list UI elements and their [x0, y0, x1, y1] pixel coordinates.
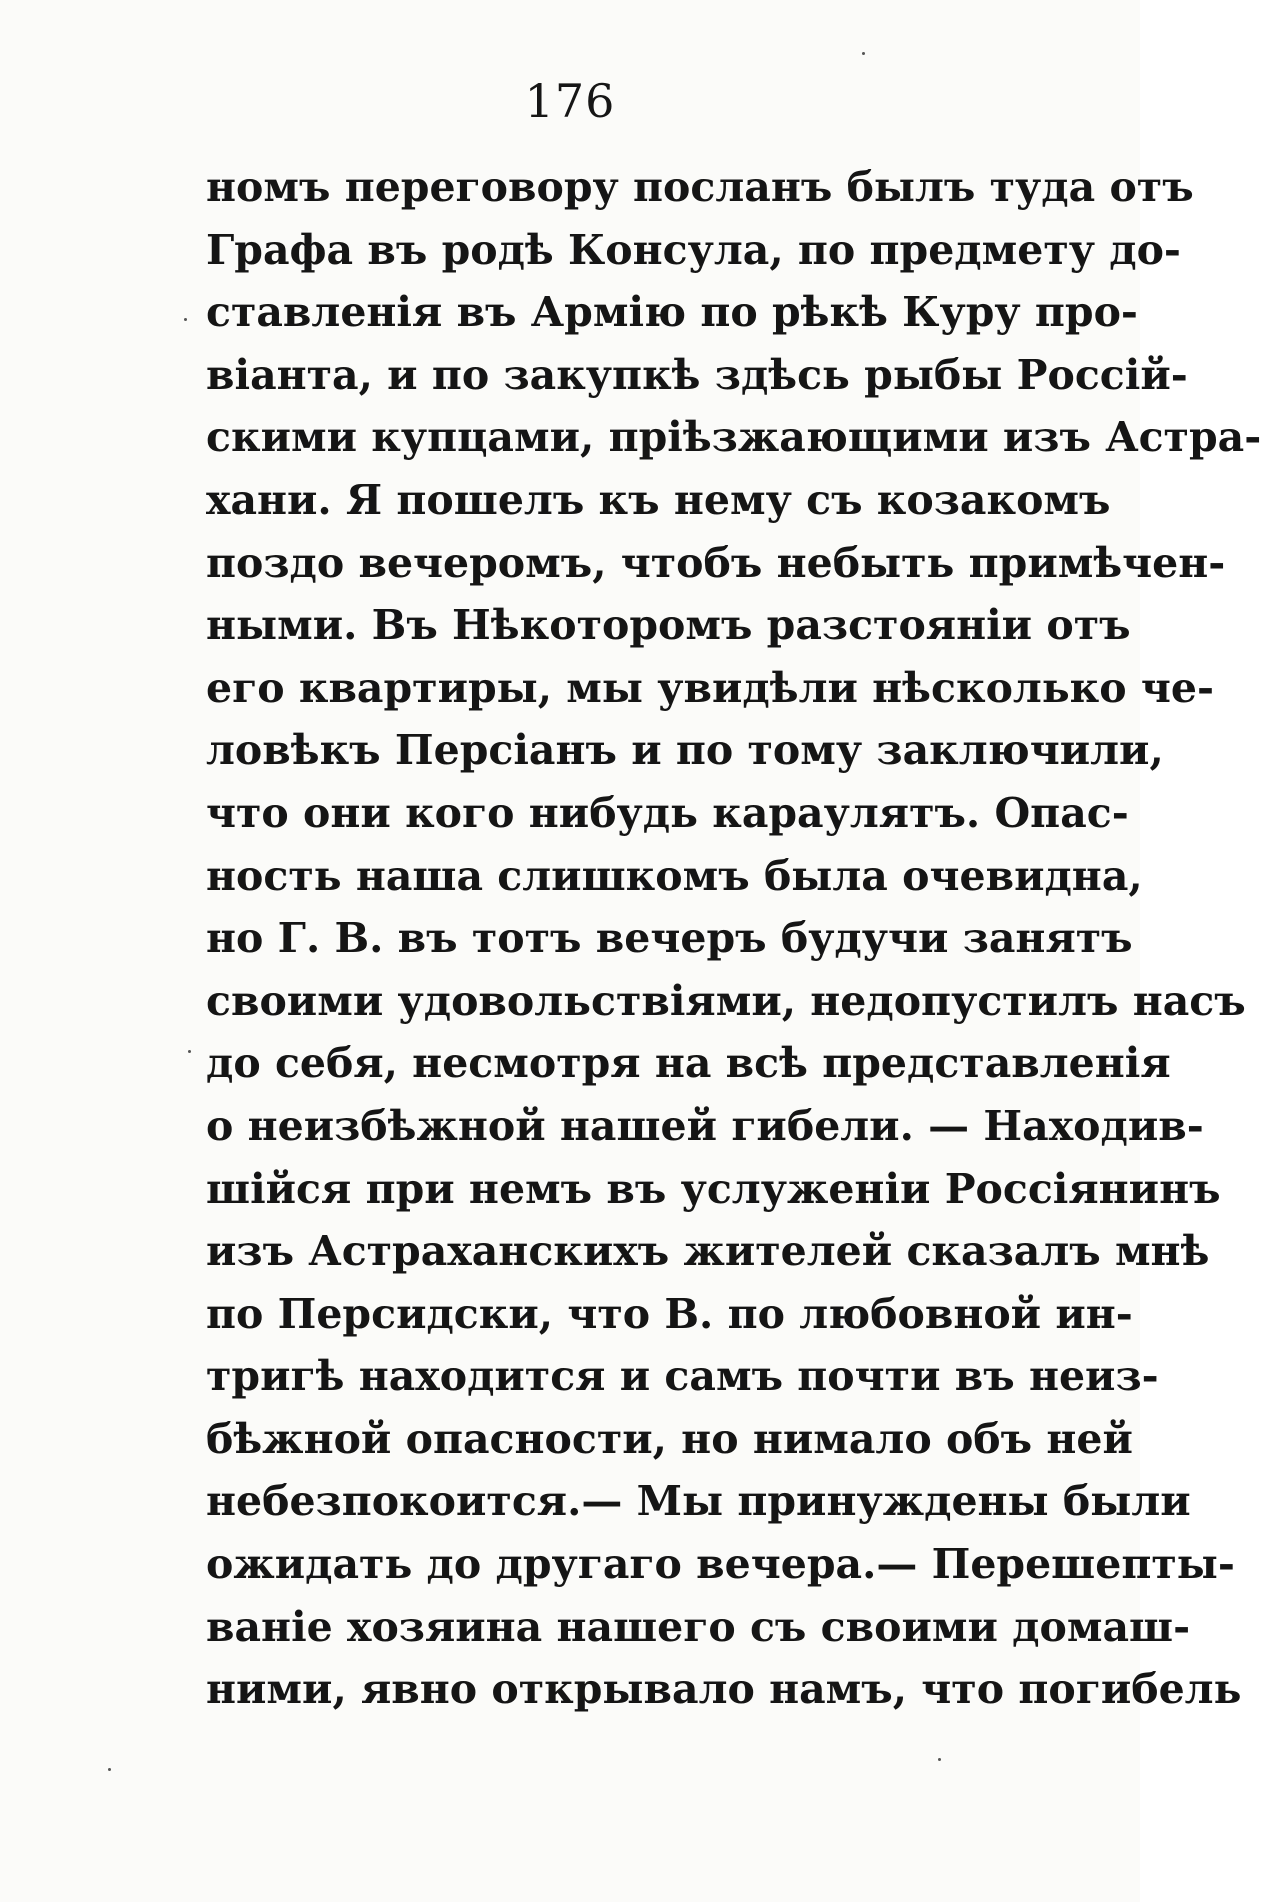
- text-line: номъ переговору посланъ былъ туда отъ: [206, 163, 1194, 211]
- scan-speck: [188, 1050, 191, 1053]
- text-line: изъ Астраханскихъ жителей сказалъ мнѣ: [206, 1227, 1210, 1276]
- text-line: по Персидски, что В. по любовной ин-: [206, 1289, 1133, 1338]
- text-line: до себя, несмотря на всѣ представленія: [206, 1039, 1171, 1088]
- text-line: ность наша слишкомъ была очевидна,: [206, 851, 1143, 900]
- text-line: его квартиры, мы увидѣли нѣсколько че-: [206, 663, 1215, 712]
- text-line: ловѣкъ Персіанъ и по тому заключили,: [206, 726, 1164, 775]
- text-line: о неизбѣжной нашей гибели. — Находив-: [206, 1101, 1204, 1150]
- text-line: хани. Я пошелъ къ нему съ козакомъ: [206, 475, 1111, 524]
- body-text: [206, 156, 1261, 1721]
- text-line: ставленія въ Армію по рѣкѣ Куру про-: [206, 288, 1138, 337]
- text-line: ными. Въ Нѣкоторомъ разстояніи отъ: [206, 601, 1131, 650]
- text-line: ожидать до другаго вечера.— Перешепты-: [206, 1540, 1235, 1589]
- text-line: ними, явно открывало намъ, что погибель: [206, 1665, 1242, 1714]
- scan-speck: [862, 52, 865, 55]
- page-number: 176: [524, 74, 616, 128]
- scan-speck: [108, 1768, 111, 1771]
- text-line: тригѣ находится и самъ почти въ неиз-: [206, 1352, 1159, 1401]
- text-line: скими купцами, пріѣзжающими изъ Астра-: [206, 413, 1261, 462]
- text-line: ваніе хозяина нашего съ своими домаш-: [206, 1602, 1191, 1651]
- scan-speck: [184, 318, 187, 321]
- text-line: что они кого нибудь караулятъ. Опас-: [206, 788, 1129, 837]
- text-line: поздо вечеромъ, чтобъ небыть примѣчен-: [206, 538, 1226, 587]
- text-line: Графа въ родѣ Консула, по предмету до-: [206, 225, 1181, 274]
- text-line: шійся при немъ въ услуженіи Россіянинъ: [206, 1164, 1221, 1213]
- text-line: небезпокоится.— Мы принуждены были: [206, 1477, 1191, 1526]
- text-line: своими удовольствіями, недопустилъ насъ: [206, 976, 1246, 1025]
- text-line: віанта, и по закупкѣ здѣсь рыбы Россій-: [206, 350, 1188, 399]
- text-line: бѣжной опасности, но нимало объ ней: [206, 1414, 1133, 1463]
- scan-speck: [938, 1758, 941, 1761]
- text-line: но Г. В. въ тотъ вечеръ будучи занятъ: [206, 914, 1133, 963]
